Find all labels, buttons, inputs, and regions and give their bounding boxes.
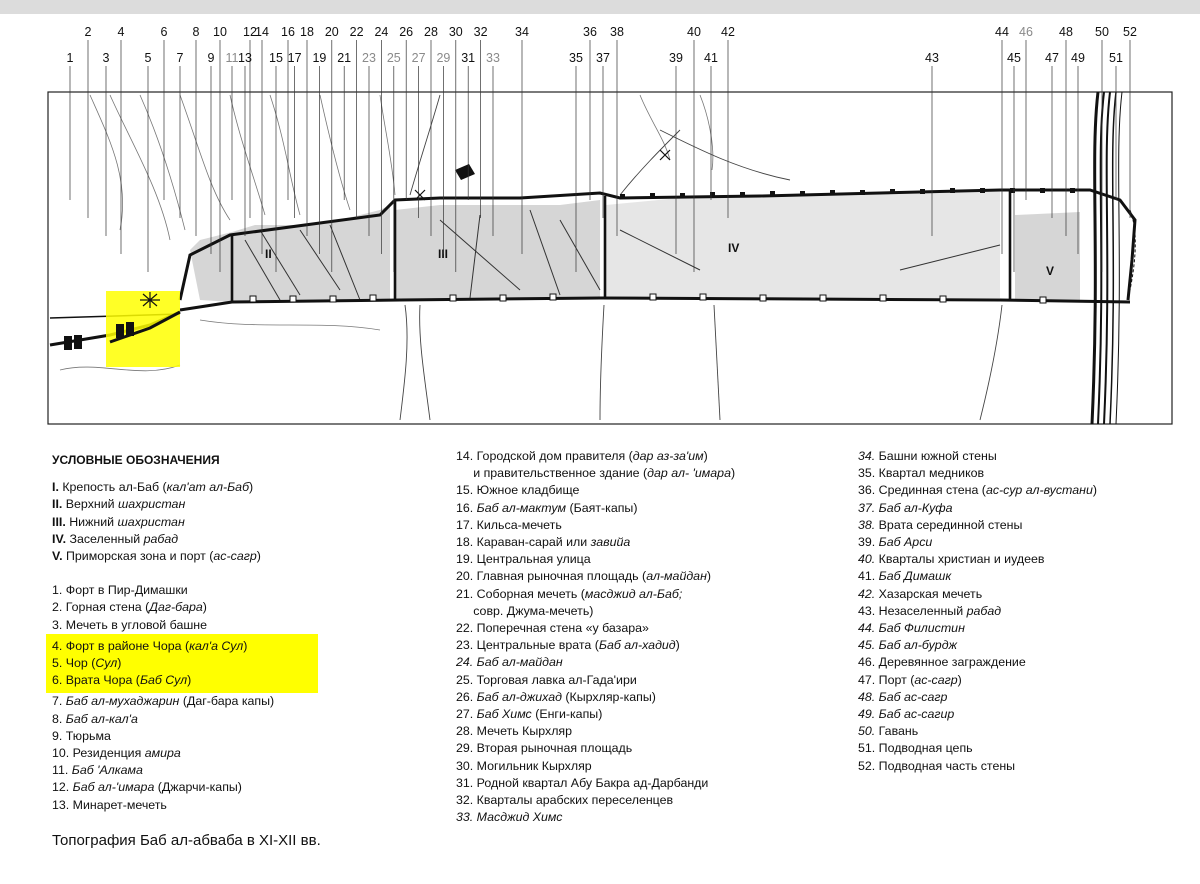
legend-item: 24. Баб ал-майдан xyxy=(456,655,563,670)
map-number-24: 24 xyxy=(374,25,389,39)
legend-item: 47. Порт (ас-сагр) xyxy=(858,672,962,687)
legend-item: 22. Поперечная стена «у базара» xyxy=(456,621,649,636)
legend-item: 52. Подводная часть стены xyxy=(858,758,1016,773)
legend-item: 28. Мечеть Кырхляр xyxy=(456,724,573,739)
map-number-38: 38 xyxy=(610,25,624,39)
zone-rabad xyxy=(606,190,1000,298)
map-number-28: 28 xyxy=(424,25,438,39)
top-number-labels xyxy=(67,25,1137,65)
zone-legend-item: V. Приморская зона и порт (ас-сагр) xyxy=(52,549,261,564)
map-number-1: 1 xyxy=(66,51,74,65)
legend-item: 25. Торговая лавка ал-Гада'ири xyxy=(456,672,637,687)
map-number-32: 32 xyxy=(473,25,488,39)
legend-item: 39. Баб Арси xyxy=(858,535,933,550)
legend-item: 4. Форт в районе Чора (кал'а Сул) xyxy=(52,638,248,653)
map-number-7: 7 xyxy=(176,51,184,65)
map-number-27: 27 xyxy=(411,51,426,65)
legend-item: 33. Масджид Химс xyxy=(456,810,563,825)
legend-item: и правительственное здание (дар ал- 'имара) xyxy=(473,466,736,481)
legend-item: 35. Квартал медников xyxy=(858,466,985,481)
legend-item: 51. Подводная цепь xyxy=(858,741,973,756)
map-number-40: 40 xyxy=(687,25,701,39)
legend-items-2 xyxy=(456,448,735,826)
legend-item: 20. Главная рыночная площадь (ал-майдан) xyxy=(456,569,712,584)
map-number-49: 49 xyxy=(1071,51,1085,65)
fort-chor-symbol xyxy=(140,292,160,308)
legend-item: 17. Кильса-мечеть xyxy=(456,517,562,532)
zone-label-v: V xyxy=(1046,264,1055,278)
map-number-36: 36 xyxy=(583,25,597,39)
legend-item: 27. Баб Химс (Енги-капы) xyxy=(456,707,603,722)
map-number-41: 41 xyxy=(704,51,718,65)
map-number-33: 33 xyxy=(486,51,500,65)
zone-label-iv: IV xyxy=(728,241,740,255)
legend-items-3 xyxy=(858,448,1097,775)
zone-legend-item: I. Крепость ал-Баб (кал'ат ал-Баб) xyxy=(52,480,254,495)
legend-item: 45. Баб ал-бурдж xyxy=(858,638,958,653)
legend-item: 37. Баб ал-Куфа xyxy=(858,500,953,515)
legend-item: 15. Южное кладбище xyxy=(456,483,580,498)
map-number-30: 30 xyxy=(448,25,463,39)
legend-item: 5. Чор (Сул) xyxy=(52,656,122,671)
map-number-37: 37 xyxy=(596,51,610,65)
map-number-4: 4 xyxy=(117,25,125,39)
map-number-5: 5 xyxy=(144,51,152,65)
map-number-3: 3 xyxy=(102,51,110,65)
map-number-46: 46 xyxy=(1019,25,1033,39)
legend-item: 14. Городской дом правителя (дар аз-за'им) xyxy=(456,449,708,463)
legend-item: 49. Баб ас-сагир xyxy=(858,707,955,722)
map-number-48: 48 xyxy=(1059,25,1073,39)
zone-coastal xyxy=(1015,212,1080,300)
zone-label-ii: II xyxy=(265,247,272,261)
legend-item: 40. Кварталы христиан и иудеев xyxy=(858,552,1045,567)
map-number-45: 45 xyxy=(1007,51,1021,65)
legend-column-2 xyxy=(456,448,735,826)
legend-item: 38. Врата серединной стены xyxy=(858,517,1023,532)
map-number-29: 29 xyxy=(436,51,451,65)
legend-item: 30. Могильник Кырхляр xyxy=(456,758,592,773)
legend-item: 42. Хазарская мечеть xyxy=(858,586,983,601)
zones-list xyxy=(52,479,318,565)
legend-item: 34. Башни южной стены xyxy=(858,449,997,463)
legend-item: 13. Минарет-мечеть xyxy=(52,797,167,812)
map-number-22: 22 xyxy=(349,25,364,39)
legend-item: 9. Тюрьма xyxy=(52,728,111,743)
legend-column-1 xyxy=(52,452,318,814)
legend-item: совр. Джума-мечеть) xyxy=(473,603,594,618)
map-number-47: 47 xyxy=(1045,51,1059,65)
zone-legend-item: II. Верхний шахристан xyxy=(52,497,186,512)
map-number-12: 12 xyxy=(243,25,257,39)
map-number-44: 44 xyxy=(995,25,1009,39)
zone-legend-item: IV. Заселенный рабад xyxy=(52,531,179,546)
legend-item: 6. Врата Чора (Баб Сул) xyxy=(52,673,192,688)
map-number-51: 51 xyxy=(1109,51,1123,65)
legend-item: 12. Баб ал-'имара (Джарчи-капы) xyxy=(52,780,242,795)
legend-item: 29. Вторая рыночная площадь xyxy=(456,741,633,756)
map-number-14: 14 xyxy=(255,25,269,39)
map-number-16: 16 xyxy=(281,25,295,39)
map-number-34: 34 xyxy=(515,25,529,39)
map-number-39: 39 xyxy=(669,51,683,65)
legend-column-3 xyxy=(858,448,1097,775)
zone-legend-item: III. Нижний шахристан xyxy=(52,514,185,529)
legend-item: 1. Форт в Пир-Димашки xyxy=(52,583,188,598)
legend-item: 46. Деревянное заграждение xyxy=(858,655,1026,670)
legend-item: 23. Центральные врата (Баб ал-хадид) xyxy=(456,638,680,653)
map-number-26: 26 xyxy=(399,25,414,39)
legend-item: 11. Баб 'Алкама xyxy=(52,763,143,778)
legend-item: 21. Соборная мечеть (масджид ал-Баб; xyxy=(456,586,683,601)
legend-item: 2. Горная стена (Даг-бара) xyxy=(52,600,207,615)
legend-items-1 xyxy=(52,582,318,814)
map-number-2: 2 xyxy=(84,25,92,39)
legend-item: 26. Баб ал-джихад (Кырхляр-капы) xyxy=(456,689,656,704)
map-number-50: 50 xyxy=(1095,25,1109,39)
map-number-35: 35 xyxy=(569,51,583,65)
map-number-42: 42 xyxy=(721,25,735,39)
city-map xyxy=(0,14,1200,434)
top-bar xyxy=(0,0,1200,14)
map-number-25: 25 xyxy=(386,51,401,65)
map-number-20: 20 xyxy=(324,25,339,39)
legend-item: 44. Баб Филистин xyxy=(858,621,965,636)
map-number-43: 43 xyxy=(925,51,939,65)
legend-item: 48. Баб ас-сагр xyxy=(858,689,948,704)
highlight-box xyxy=(46,634,318,694)
legend-item: 43. Незаселенный рабад xyxy=(858,603,1002,618)
legend-item: 50. Гавань xyxy=(858,724,919,739)
map-number-15: 15 xyxy=(269,51,283,65)
zone-lower-shahristan xyxy=(395,200,600,300)
map-number-52: 52 xyxy=(1123,25,1137,39)
legend-item: 18. Караван-сарай или завийа xyxy=(456,535,631,550)
map-number-6: 6 xyxy=(160,25,168,39)
legend-heading: УСЛОВНЫЕ ОБОЗНАЧЕНИЯ xyxy=(52,453,220,467)
map-number-21: 21 xyxy=(337,51,352,65)
legend-item: 41. Баб Димашк xyxy=(858,569,952,584)
map-number-31: 31 xyxy=(461,51,476,65)
map-caption: Топография Баб ал-абваба в XI-XII вв. xyxy=(52,832,321,849)
legend-item: 32. Кварталы арабских переселенцев xyxy=(456,793,674,808)
map-number-10: 10 xyxy=(213,25,227,39)
map-number-13: 13 xyxy=(238,51,252,65)
zone-label-iii: III xyxy=(438,247,449,261)
map-number-11: 11 xyxy=(225,51,239,65)
map-number-19: 19 xyxy=(312,51,327,65)
legend-item: 16. Баб ал-мактум (Баят-капы) xyxy=(456,500,638,515)
map-number-23: 23 xyxy=(362,51,376,65)
map-number-8: 8 xyxy=(192,25,200,39)
map-number-17: 17 xyxy=(287,51,302,65)
map-number-9: 9 xyxy=(207,51,215,65)
legend-item: 31. Родной квартал Абу Бакра ад-Дарбанди xyxy=(456,775,709,790)
legend-item: 36. Срединная стена (ас-сур ал-вустани) xyxy=(858,483,1097,498)
legend-item: 3. Мечеть в угловой башне xyxy=(52,617,208,632)
legend-item: 10. Резиденция амира xyxy=(52,746,181,761)
map-number-18: 18 xyxy=(300,25,314,39)
legend-item: 8. Баб ал-кал'а xyxy=(52,711,138,726)
legend-item: 19. Центральная улица xyxy=(456,552,591,567)
legend-item: 7. Баб ал-мухаджарин (Даг-бара капы) xyxy=(52,694,275,709)
